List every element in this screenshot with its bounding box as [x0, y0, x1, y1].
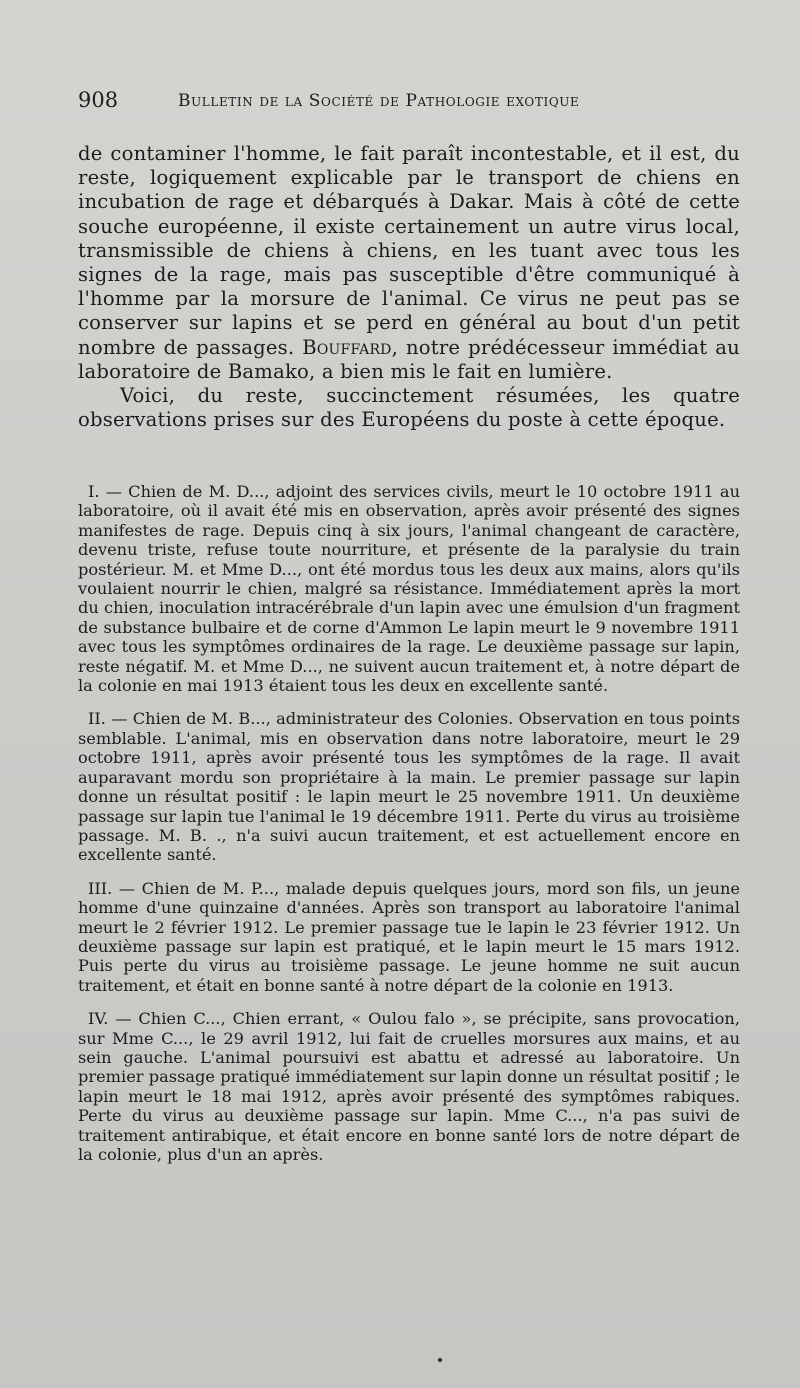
observations-list: [78, 482, 740, 1178]
paragraph-continuation: [78, 142, 740, 384]
paragraph-text: de contaminer l'homme, le fait paraît incontestable, et il est, du reste, logiquement explicable par le transport de chiens en incubation de rage et débarqués à Dakar. Mais à côté de cette souche européenne, il existe certainement un autre virus local, transmissible de chiens à chiens, en les tuant avec tous les signes de la rage, mais pas susceptible d'être communiqué à l'homme par la morsure de l'animal. Ce virus ne peut pas se conserver sur lapins et se perd en général au bout d'un petit nombre de passages.: [78, 142, 740, 359]
main-text: [78, 142, 740, 432]
observation-1: I. — Chien de M. D..., adjoint des services civils, meurt le 10 octobre 1911 au laboratoire, où il avait été mis en observation, après avoir présenté des signes manifestes de rage. Depuis cinq à six jours, l'animal changeant de caractère, devenu triste, refuse toute nourriture, et présente de la paralysie du train postérieur. M. et Mme D..., ont été mordus tous les deux aux mains, alors qu'ils voulaient nourrir le chien, malgré sa résistance. Immédiatement après la mort du chien, inoculation intracérébrale d'un lapin avec une émulsion d'un fragment de substance bulbaire et de corne d'Ammon Le lapin meurt le 9 novembre 1911 avec tous les symptômes ordinaires de la rage. Le deuxième passage sur lapin, reste négatif. M. et Mme D..., ne suivent aucun traitement et, à notre départ de la colonie en mai 1913 étaient tous les deux en excellente santé.: [78, 482, 740, 696]
paragraph-intro-observations: Voici, du reste, succinctement résumées, les quatre observations prises sur des Européens du poste à cette époque.: [78, 384, 740, 432]
running-title: Bulletin de la Société de Pathologie exotique: [178, 91, 580, 111]
observation-2: II. — Chien de M. B..., administrateur des Colonies. Observation en tous points semblable. L'animal, mis en observation dans notre laboratoire, meurt le 29 octobre 1911, après avoir présenté tous les symptômes de la rage. Il avait auparavant mordu son propriétaire à la main. Le premier passage sur lapin donne un résultat positif : le lapin meurt le 25 novembre 1911. Un deuxième passage sur lapin tue l'animal le 19 décembre 1911. Perte du virus au troisième passage. M. B. ., n'a suivi aucun traitement, et est actuellement encore en excellente santé.: [78, 709, 740, 865]
page-number: 908: [78, 88, 119, 112]
print-speck: [438, 1358, 442, 1362]
paragraph-text: , notre prédécesseur immédiat au laboratoire de Bamako, a bien mis le fait en lumière.: [78, 335, 740, 383]
observation-4: IV. — Chien C..., Chien errant, « Oulou falo », se précipite, sans provocation, sur Mme C..., le 29 avril 1912, lui fait de cruelles morsures aux mains, et au sein gauche. L'animal poursuivi est abattu et adressé au laboratoire. Un premier passage pratiqué immédiatement sur lapin donne un résultat positif ; le lapin meurt le 18 mai 1912, après avoir présenté des symptômes rabiques. Perte du virus au deuxième passage sur lapin. Mme C..., n'a pas suivi de traitement antirabique, et était encore en bonne santé lors de notre départ de la colonie, plus d'un an après.: [78, 1009, 740, 1164]
page-header: [78, 88, 738, 120]
author-name: Bouffard: [302, 335, 392, 359]
observation-3: III. — Chien de M. P..., malade depuis quelques jours, mord son fils, un jeune homme d'une quinzaine d'années. Après son transport au laboratoire l'animal meurt le 2 février 1912. Le premier passage tue le lapin le 23 février 1912. Un deuxième passage sur lapin est pratiqué, et le lapin meurt le 15 mars 1912. Puis perte du virus au troisième passage. Le jeune homme ne suit aucun traitement, et était en bonne santé à notre départ de la colonie en 1913.: [78, 878, 740, 995]
